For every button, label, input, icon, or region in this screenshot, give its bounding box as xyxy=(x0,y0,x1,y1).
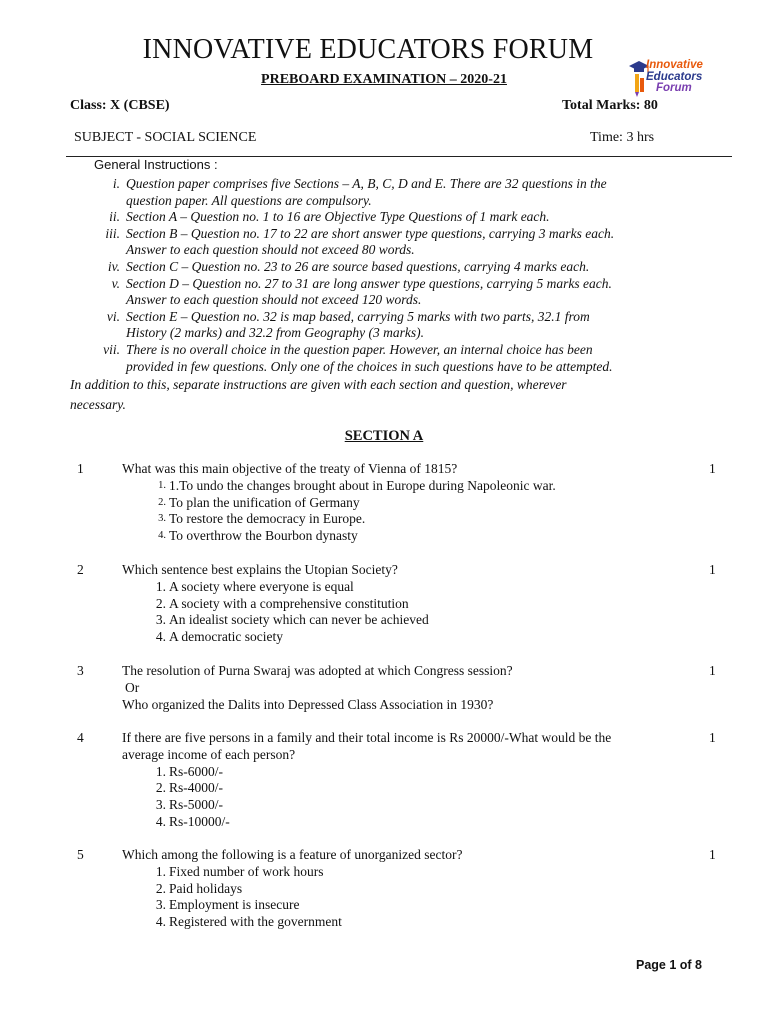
option-text: Rs-4000/- xyxy=(169,780,223,796)
option-item xyxy=(130,478,650,495)
document-title: INNOVATIVE EDUCATORS FORUM xyxy=(142,34,594,65)
instruction-item xyxy=(70,226,710,259)
option-number: 1. xyxy=(155,763,166,779)
option-item xyxy=(130,897,650,914)
exam-name: PREBOARD EXAMINATION – 2020-21 xyxy=(261,72,507,87)
logo-line-3: Forum xyxy=(656,82,692,94)
option-item xyxy=(130,612,650,629)
option-list xyxy=(130,764,650,831)
option-item xyxy=(130,495,650,512)
option-item xyxy=(130,864,650,881)
instruction-number: ii. xyxy=(109,209,120,225)
option-number: 1. xyxy=(155,578,166,594)
option-list xyxy=(130,864,650,931)
instruction-item xyxy=(70,209,710,226)
option-number: 2. xyxy=(158,496,166,508)
instruction-text: Section A – Question no. 1 to 16 are Objective Type Questions of 1 mark each. xyxy=(126,209,550,225)
option-text: Paid holidays xyxy=(169,880,243,896)
option-text: To restore the democracy in Europe. xyxy=(169,511,366,527)
question-number: 5 xyxy=(77,847,84,862)
section-title: SECTION A xyxy=(344,428,424,444)
question-text: The resolution of Purna Swaraj was adopted at which Congress session? xyxy=(122,663,513,678)
option-item xyxy=(130,881,650,898)
option-item xyxy=(130,528,650,545)
option-text: Rs-5000/- xyxy=(169,797,223,813)
instruction-number: v. xyxy=(111,275,120,291)
option-text: 1.To undo the changes brought about in Europe during Napoleonic war. xyxy=(169,477,556,493)
question-text: Which among the following is a feature of unorganized sector? xyxy=(122,847,463,862)
subject-label: SUBJECT - SOCIAL SCIENCE xyxy=(74,130,257,145)
time-label: Time: 3 hrs xyxy=(590,130,655,145)
instruction-text: There is no overall choice in the question paper. However, an internal choice has been provided in few questions. Only one of the choices in such questions have to be attempted. xyxy=(126,341,613,374)
option-text: To overthrow the Bourbon dynasty xyxy=(169,528,358,544)
option-number: 4. xyxy=(155,813,166,829)
option-number: 2. xyxy=(155,595,166,611)
option-number: 3. xyxy=(158,513,166,525)
question-marks: 1 xyxy=(709,847,716,862)
option-text: Rs-10000/- xyxy=(169,813,230,829)
question-marks: 1 xyxy=(709,461,716,476)
option-text: A society where everyone is equal xyxy=(169,578,354,594)
option-text: Employment is insecure xyxy=(169,897,300,913)
total-marks: Total Marks: 80 xyxy=(562,98,658,113)
option-number: 4. xyxy=(155,629,166,645)
instruction-item xyxy=(70,342,710,375)
question-text: What was this main objective of the treaty of Vienna of 1815? xyxy=(122,461,458,476)
instruction-note: In addition to this, separate instructions are given with each section and question, wherever necessary. xyxy=(70,377,567,413)
option-text: A society with a comprehensive constitution xyxy=(169,595,409,611)
option-item xyxy=(130,780,650,797)
instruction-text: Section C – Question no. 23 to 26 are source based questions, carrying 4 marks each. xyxy=(126,258,590,274)
question-number: 2 xyxy=(77,562,84,577)
option-item xyxy=(130,579,650,596)
option-number: 3. xyxy=(155,612,166,628)
instructions-heading: General Instructions : xyxy=(94,157,218,172)
question-number: 1 xyxy=(77,461,84,476)
option-number: 4. xyxy=(155,914,166,930)
instruction-text: Section D – Question no. 27 to 31 are long answer type questions, carrying 5 marks each. Answer to each question should not exceed 120 words. xyxy=(126,275,612,308)
question-number: 4 xyxy=(77,730,84,745)
option-item xyxy=(130,511,650,528)
option-item xyxy=(130,814,650,831)
option-number: 2. xyxy=(155,780,166,796)
option-text: Registered with the government xyxy=(169,914,342,930)
question-text: Which sentence best explains the Utopian Society? xyxy=(122,562,398,577)
option-item xyxy=(130,797,650,814)
question-marks: 1 xyxy=(709,730,716,745)
logo-text xyxy=(646,60,703,95)
instruction-number: vi. xyxy=(106,308,120,324)
option-number: 3. xyxy=(155,797,166,813)
option-text: Rs-6000/- xyxy=(169,763,223,779)
instruction-item xyxy=(70,309,710,342)
or-label: Or xyxy=(125,679,140,695)
instruction-item xyxy=(70,276,710,309)
instruction-item xyxy=(70,259,710,276)
option-item xyxy=(130,764,650,781)
option-number: 1. xyxy=(155,863,166,879)
class-label: Class: X (CBSE) xyxy=(70,98,170,113)
option-number: 3. xyxy=(155,897,166,913)
instructions-list xyxy=(70,176,710,415)
instruction-number: iii. xyxy=(105,225,120,241)
question-number: 3 xyxy=(77,663,84,678)
instruction-text: Section B – Question no. 17 to 22 are short answer type questions, carrying 3 marks each. Answer to each question should not exceed 80 words. xyxy=(126,225,615,258)
option-text: An idealist society which can never be achieved xyxy=(169,612,429,628)
forum-logo xyxy=(628,60,738,100)
instruction-number: vii. xyxy=(103,341,120,357)
question-marks: 1 xyxy=(709,663,716,678)
option-item xyxy=(130,596,650,613)
logo-line-1: Innovative xyxy=(646,59,703,71)
question-text: If there are five persons in a family and their total income is Rs 20000/-What would be the average income of each person? xyxy=(122,730,612,762)
option-text: A democratic society xyxy=(169,629,283,645)
option-number: 1. xyxy=(158,479,166,491)
question-marks: 1 xyxy=(709,562,716,577)
option-text: To plan the unification of Germany xyxy=(169,494,360,510)
alternate-question-text: Who organized the Dalits into Depressed Class Association in 1930? xyxy=(122,696,494,712)
option-number: 2. xyxy=(155,880,166,896)
option-list xyxy=(130,478,650,545)
instruction-item xyxy=(70,176,710,209)
logo-line-2: Educators xyxy=(646,70,703,83)
instruction-text: Question paper comprises five Sections – A, B, C, D and E. There are 32 questions in the question paper. All questions are compulsory. xyxy=(126,176,607,208)
instruction-text: Section E – Question no. 32 is map based, carrying 5 marks with two parts, 32.1 from History (2 marks) and 32.2 from Geography (3 marks). xyxy=(126,308,590,341)
instruction-number: i. xyxy=(112,176,120,191)
option-item xyxy=(130,914,650,931)
page-number: Page 1 of 8 xyxy=(636,958,702,972)
option-number: 4. xyxy=(158,530,166,542)
option-item xyxy=(130,629,650,646)
instruction-number: iv. xyxy=(107,258,120,274)
option-text: Fixed number of work hours xyxy=(169,863,324,879)
option-list xyxy=(130,579,650,646)
